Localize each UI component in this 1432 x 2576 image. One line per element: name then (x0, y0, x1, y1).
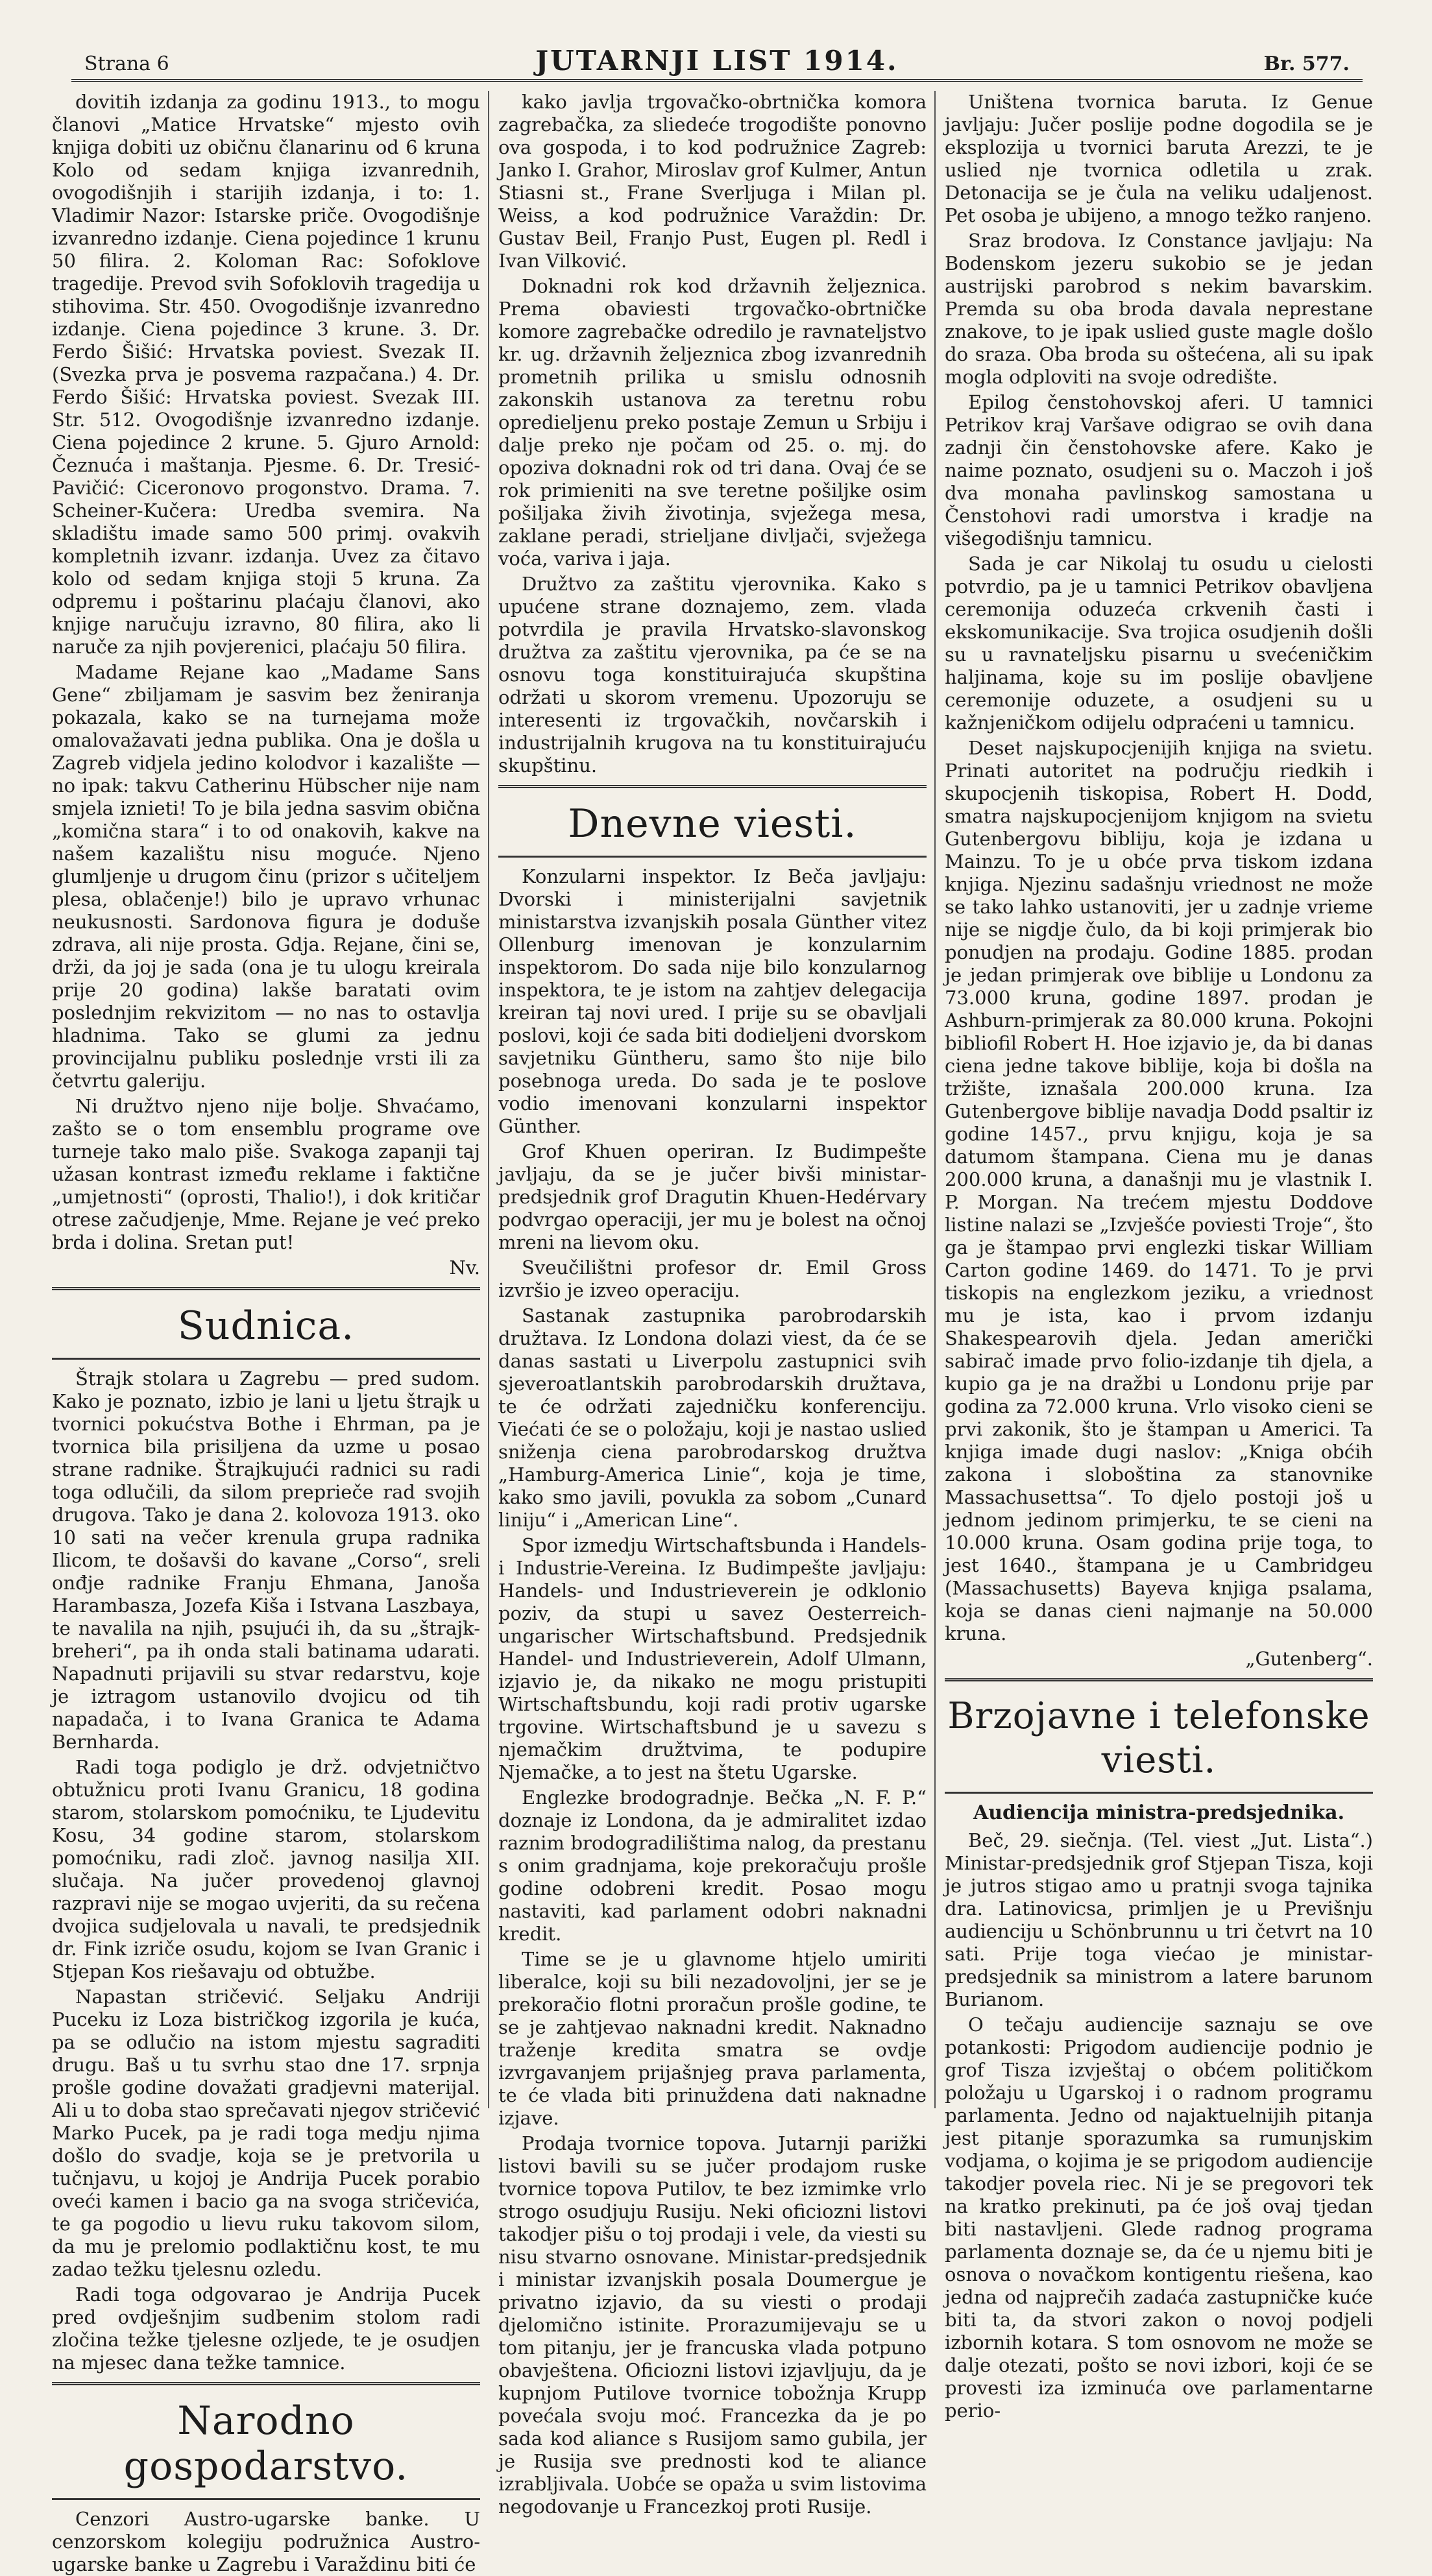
section-divider (945, 1678, 1373, 1681)
section-divider (52, 2382, 480, 2385)
article-text: Englezke brodogradnje. Bečka „N. F. P.“ doznaje iz Londona, da je admiralitet izdao raznim brodogradilištima nalog, da prestanu s onim gradnjama, koje prekoračuju prošle godine odobreni kredit. Posao mogu nastaviti, kad parlament odobri naknadni kredit. (498, 1787, 927, 1945)
article-text: Cenzori Austro-ugarske banke. U cenzorskom kolegiju podružnica Austro-ugarske banke u Zagrebu i Varaždinu biti će (52, 2508, 480, 2575)
article-text: Prodaja tvornice topova. Jutarnji parižki listovi bavili su se jučer prodajom ruske tvornice topova Putilov, te bez izmimke vrlo strogo osudjuju Rusiju. Neki oficiozni listovi takodjer pišu o toj prodaji i vele, da viesti su nisu stvarno osnovane. Ministar-predsjednik i ministar izvanjskih posala Doumergue je privatno izjavio, da su viesti o prodaji djelomično istinite. Prorazumijevaju se u tom pitanju, jer je francuska vlada potpuno obavještena. Oficiozni listovi izjavljuju, da je kupnjom Putilove tvornice tobožnja Krupp povećala svoju moć. Francezka da je po sada kod aliance s Rusijom samo gubila, jer je Rusija sve prednosti kod te aliance izrabljivala. Uobće se opaža u svim listovima negodovanje u Francezkoj proti Rusije. (498, 2132, 927, 2518)
issue-number: Br. 577. (1263, 53, 1350, 75)
article-text: Sveučilištni profesor dr. Emil Gross izvršio je izveo operaciju. (498, 1257, 927, 1301)
section-divider (498, 785, 927, 788)
article-text: Ni družtvo njeno nije bolje. Shvaćamo, zašto se o tom ensemblu programe ove turneje tako malo piše. Svakoga zapanji taj užasan kontrast između reklame i faktične „umjetnosti“ (oprosti, Thalio!), i dok kritičar otrese začudjenje, Mme. Rejane je već preko brda i dolina. Sretan put! (52, 1095, 480, 1253)
masthead (71, 40, 1363, 82)
article-text: dovitih izdanja za godinu 1913., to mogu članovi „Matice Hrvatske“ mjesto ovih knjiga dobiti uz običnu članarinu od 6 kruna Kolo od sedam knjiga izvanrednih, ovogodišnjih i starijih izdanja, i to: 1. Vladimir Nazor: Istarske priče. Ovogodišnje izvanredno izdanje. Ciena pojedince 1 krunu 50 filira. 2. Koloman Rac: Sofoklove tragedije. Prevod svih Sofoklovih tragedija u stihovima. Str. 450. Ovogodišnje izvanredno izdanje. Ciena pojedince 3 krune. 3. Dr. Ferdo Šišić: Hrvatska poviest. Svezak II. (Svezka prva je posvema razpačana.) 4. Dr. Ferdo Šišić: Hrvatska poviest. Svezak III. Str. 512. Ovogodišnje izvanredno izdanje. Ciena pojedince 2 krune. 5. Gjuro Arnold: Čeznuća i maštanja. Pjesme. 6. Dr. Tresić-Pavičić: Ciceronovo progonstvo. Drama. 7. Scheiner-Kučera: Uredba svemira. Na skladištu imade samo 500 primj. ovakvih kompletnih izvanr. izdanja. Uvez za čitavo kolo od sedam knjiga stoji 5 kruna. Za odpremu i poštarinu plaćaju članovi, ako knjige naručuju izravno, 80 filira, ako li naruče za njih povjerenici, plaćaju 50 filira. (52, 91, 480, 658)
page-number: Strana 6 (84, 53, 169, 75)
article-text: Sraz brodova. Iz Constance javljaju: Na Bodenskom jezeru sukobio se je jedan austrijski parobrod s nekim bavarskim. Premda su oba broda davala neprestane znakove, to je ipak uslied guste magle došlo do sraza. Oba broda su oštećena, ali su ipak mogla odploviti na svoje odredište. (945, 230, 1373, 388)
article-text: Madame Rejane kao „Madame Sans Gene“ zbiljamam je sasvim bez ženiranja pokazala, kako se na turnejama može omalovažavati jedna publika. Ona je došla u Zagreb vidjela jedino kolodvor i kazalište — no ipak: takvu Catherinu Hübscher nije nam smjela iznieti! To je bila jedna sasvim obična „komična stara“ i to od onakovih, kakve na našem kazalištu nisu moguće. Njeno glumljenje u drugom činu (prizor s učiteljem plesa, oblačenje!) bilo je upravo vrhunac neukusnosti. Sardonova figura je doduše zdrava, ali nije prosta. Gdja. Rejane, čini se, drži, da joj je sada (ona je tu ulogu kreirala prije 20 godina) lakše baratati ovim poslednjim rekvizitom — no nas to ostavlja hladnima. Tako se glumi za jednu provincijalnu publiku poslednje vrsti ili za četvrtu galeriju. (52, 661, 480, 1092)
section-heading-narodno-gospodarstvo: Narodno gospodarstvo. (123, 2398, 409, 2489)
article-text: Družtvo za zaštitu vjerovnika. Kako s upućene strane doznajemo, zem. vlada potvrdila je pravila Hrvatsko-slavonskog družtva za zaštitu vjerovnika, pa će se na osnovu toga konstituirajuća skupština održati u skorom vremenu. Upozoruju se interesenti iz trgovačkih, novčarskih i industrijalnih krugova na tu konstituirajuću skupštinu. (498, 573, 927, 776)
article-signature: Nv. (449, 1257, 480, 1279)
article-text: Time se je u glavnome htjelo umiriti liberalce, koji su bili nezadovoljni, jer se je prekoračio flotni proračun prošle godine, te se je zahtjevao naknadni kredit. Naknadno traženje kredita smatra se ovdje izvrgavanjem prijašnjeg prava parlamenta, te će vlada biti prinuždena dati naknadne izjave. (498, 1948, 927, 2129)
article-text: Sastanak zastupnika parobrodarskih družtava. Iz Londona dolazi viest, da će se danas sastati u Liverpolu zastupnici svih sjeveroatlantskih parobrodarskih družtava, te će održati zajedničku konferenciju. Viećati će se o položaju, koji je nastao uslied sniženja ciena parobrodarskog družtva „Hamburg-America Linie“, koja je time, kako smo javili, povukla za sobom „Cunard liniju“ i „American Line“. (498, 1305, 927, 1531)
section-divider (945, 1792, 1373, 1794)
article-text: Uništena tvornica baruta. Iz Genue javljaju: Jučer poslije podne dogodila se je eksplozija u tvornici baruta Arezzi, te je uslied nje tvornica odletila u zrak. Detonacija se je čula na veliku udaljenost. Pet osoba je ubijeno, a mnogo težko ranjeno. (945, 91, 1373, 226)
section-divider (52, 2498, 480, 2500)
article-text: Radi toga podiglo je drž. odvjetničtvo obtužnicu proti Ivanu Granicu, 18 godina starom, stolarskom pomoćniku, te Ljudevitu Kosu, 34 godine starom, stolarskom pomoćniku, radi zloč. javnog nasilja XII. slučaja. Na jučer provedenoj glavnoj razpravi nije se mogao uvjeriti, da su rečena dvojica sudjelovala u navali, te predsjednik dr. Fink izriče osudu, kojom se Ivan Granic i Stjepan Kos riešavaju od obtužbe. (52, 1756, 480, 1982)
article-text: Napastan stričević. Seljaku Andriji Puceku iz Loza bistričkog izgorila je kuća, pa se odlučio na istom mjestu sagraditi drugu. Baš u tu svrhu stao dne 17. srpnja prošle godine dovažati gradjevni materijal. Ali u to doba stao sprečavati njegov stričević Marko Pucek, pa je radi toga medju njima došlo do svadje, koja se je pretvorila u tučnjavu, u kojoj je Andrija Pucek porabio oveći kamen i bacio ga na svoga stričevića, te ga pogodio u lievu ruku takovom silom, da mu je prelomio podlaktičnu kost, te mu zadao težku tjelesnu ozledu. (52, 1986, 480, 2280)
article-text: Beč, 29. siečnja. (Tel. viest „Jut. Lista“.) Ministar-predsjednik grof Stjepan Tisza, koji je jutros stigao amo u pratnji svoga tajnika dra. Latinovicsa, primljen je u Previšnju audienciju u Schönbrunnu u tri četvrt na 10 sati. Prije toga viećao je ministar-predsjednik sa ministrom a latere barunom Burianom. (945, 1829, 1373, 2010)
article-signature: „Gutenberg“. (1245, 1648, 1373, 1670)
article-text: Štrajk stolara u Zagrebu — pred sudom. Kako je poznato, izbio je lani u ljetu štrajk u tvornici pokućstva Bothe i Ehrman, pa je tvornica bila prisiljena da uzme u posao strane radnike. Štrajkujući radnici su radi toga odlučili, da silom preprieče rad svojih drugova. Tako je dana 2. kolovoza 1913. oko 10 sati na večer krenula grupa radnika Ilicom, te došavši do kavane „Corso“, sreli onđje radnike Franju Ehmana, Janoša Harambasza, Jozefa Kiša i Istvana Laszbaya, te navalila na njih, psujući ih, da su „štrajk-breheri“, pa ih onda stali batinama udarati. Napadnuti prijavili su stvar redarstvu, koje je iztragom ustanovilo dvojicu od tih napadača, i to Ivana Granica te Adama Bernharda. (52, 1367, 480, 1753)
article-text: kako javlja trgovačko-obrtnička komora zagrebačka, za sliedeće trogodište ponovno ova gospoda, i to kod podružnice Zagreb: Janko I. Grahor, Miroslav grof Kulmer, Antun Stiasni st., Frane Sverljuga i Milan pl. Weiss, a kod podružnice Varaždin: Dr. Gustav Beil, Franjo Pust, Eugen pl. Redl i Ivan Vilković. (498, 91, 927, 272)
section-heading-brzojavne-viesti: Brzojavne i telefonske viesti. (947, 1695, 1370, 1781)
section-divider (52, 1287, 480, 1290)
column-left (52, 91, 480, 2575)
column-divider (488, 91, 489, 2108)
section-divider (52, 1358, 480, 1360)
article-text: Deset najskupocjenijih knjiga na svietu. Prinati autoritet na području riedkih i skupocjenih tiskopisa, Robert H. Dodd, smatra najskupocjenijom knjigom na svietu Gutenbergovu bibliju, koja je izdana u Mainzu. To je u obće prva tiskom izdana knjiga. Njezinu sadašnju vriednost ne može se tako lahko ustanoviti, jer u zadnje vrieme nije se nigdje čulo, da bi koji primjerak bio ponudjen na prodaju. Godine 1885. prodan je jedan primjerak ove biblije u Londonu za 73.000 kruna, godine 1897. prodan je Ashburn-primjerak za 80.000 kruna. Pokojni bibliofil Robert H. Hoe izjavio je, da bi danas ciena jedne takove biblije, koja bi došla na tržište, iznašala 200.000 kruna. Iza Gutenbergove biblije navadja Dodd psaltir iz godine 1457., prvu knjigu, koja je sa datumom štampana. Ciena mu je danas 200.000 kruna, a današnji mu je vlastnik I. P. Morgan. Na trećem mjestu Doddove listine nalazi se „Izvješće poviesti Troje“, što ga je štampao prvi englezki tiskar William Carton godine 1469. do 1471. To je prvi tiskopis na englezkom jeziku, a vriednost mu je ista, kao i prvom izdanju Shakespearovih djela. Jedan američki sabirač imade prvo folio-izdanje tih djela, a kupio ga je na dražbi u Londonu prije par godina za 72.000 kruna. Vrlo visoko cieni se prvi zakonik, što je štampan u Americi. Ta knjiga imade dugi naslov: „Kniga obćih zakona i sloboština za stanovnike Massachusettsa“. To djelo postoji još u jednom jedinom primjerku, te se cieni na 10.000 kruna. Osam godina prije toga, to jest 1640., štampana je u Cambridgeu (Massachusetts) Bayeva knjiga psalama, koja se danas cieni najmanje na 50.000 kruna. (945, 737, 1373, 1644)
article-text: Spor izmedju Wirtschaftsbunda i Handels- i Industrie-Vereina. Iz Budimpešte javljaju: Handels- und Industrieverein je odklonio poziv, da stupi u savez Oesterreich-ungarischer Wirtschaftsbund. Predsjednik Handel- und Industrieverein, Adolf Ulmann, izjavio je, da nikako ne mogu pristupiti Wirtschaftsbundu, koji radi protiv ugarske trgovine. Wirtschaftsbund je u savezu s njemačkim družtvima, te podupire Njemačke, a to jest na štetu Ugarske. (498, 1534, 927, 1783)
article-text: Radi toga odgovarao je Andrija Pucek pred ovdješnjim sudbenim stolom radi zločina težke tjelesne ozljede, te je osudjen na mjesec dana težke tamnice. (52, 2283, 480, 2374)
column-divider (934, 91, 936, 2108)
column-right (945, 91, 1373, 2422)
article-text: O tečaju audiencije saznaju se ove potankosti: Prigodom audiencije podnio je grof Tisza izvještaj o obćem političkom položaju u Ugarskoj i o radnom programu parlamenta. Jedno od najaktuelnijih pitanja jest pitanje sporazumka sa rumunjskim vodjama, o kojima je se prigodom audiencije takodjer povela riec. Ni je se pregovori tek na kratko prekinuti, pa će još ovaj tjedan biti nastavljeni. Glede radnog programa parlamenta doznaje se, da će u njemu biti je osnova o novačkom kontigentu riešena, kao jedna od najprečih zadaća zastupničke kuće biti ta, da stvori zakon o novoj podjeli izbornih kotara. S tom osnovom ne može se dalje otezati, pošto se novi izbori, koji će se provesti iza izminuća ove parlamentarne perio- (945, 2014, 1373, 2422)
article-text: Konzularni inspektor. Iz Beča javljaju: Dvorski i ministerijalni savjetnik ministarstva izvanjskih posala Günther vitez Ollenburg imenovan je konzularnim inspektorom. Do sada nije bilo konzularnog inspektora, te je istom na zahtjev delegacija kreiran taj novi ured. I prije su se obavljali poslovi, koji će sada biti dodieljeni dvorskom savjetniku Güntheru, samo što nije bilo posebnoga ureda. Do sada je te poslove vodio imenovani konzularni inspektor Günther. (498, 865, 927, 1137)
section-heading-dnevne-viesti: Dnevne viesti. (568, 801, 857, 847)
article-text: Doknadni rok kod državnih željeznica. Prema obaviesti trgovačko-obrtničke komore zagrebačke odredilo je ravnateljstvo kr. ug. državnih željeznica zbog izvanrednih prometnih prilika u smislu odnosnih zakonskih ustanova za teretnu robu opredieljenu preko postaje Zemun u Srbiju i dalje preko nje počam od 25. o. mj. do opoziva doknadni rok od tri dana. Ovaj će se rok primieniti na sve teretne pošiljke osim pošiljaka živih životinja, svježega mesa, zaklane peradi, strieljane divljači, svježega voća, variva i jaja. (498, 275, 927, 570)
article-headline: Audiencija ministra-predsjednika. (973, 1801, 1345, 1824)
section-divider (498, 856, 927, 858)
article-text: Grof Khuen operiran. Iz Budimpešte javljaju, da se je jučer bivši ministar-predsjednik grof Dragutin Khuen-Hedérvary podvrgao operaciji, jer mu je bolest na očnoj mreni na lievom oku. (498, 1140, 927, 1253)
article-text: Sada je car Nikolaj tu osudu u cielosti potvrdio, pa je u tamnici Petrikov obavljena ceremonija oduzeća crkvenih časti i ekskomunikacije. Sva trojica osudjenih došli su u ravnateljsku pisarnu u svećeničkim haljinama, koje su im poslije obavljene ceremonije oduzete, a osudjeni su u kažnjeničkom odijelu odpraćeni u tamnicu. (945, 553, 1373, 734)
column-middle (498, 91, 927, 2518)
section-heading-sudnica: Sudnica. (177, 1303, 355, 1349)
newspaper-title: JUTARNJI LIST 1914. (535, 45, 899, 77)
article-text: Epilog čenstohovskoj aferi. U tamnici Petrikov kraj Varšave odigrao se ovih dana zadnji čin čenstohovske afere. Kako je naime poznato, osudjeni su o. Maczoh i još dva monaha pavlinskog samostana u Čenstohovi radi umorstva i kradje na višegodišnju tamnicu. (945, 391, 1373, 549)
